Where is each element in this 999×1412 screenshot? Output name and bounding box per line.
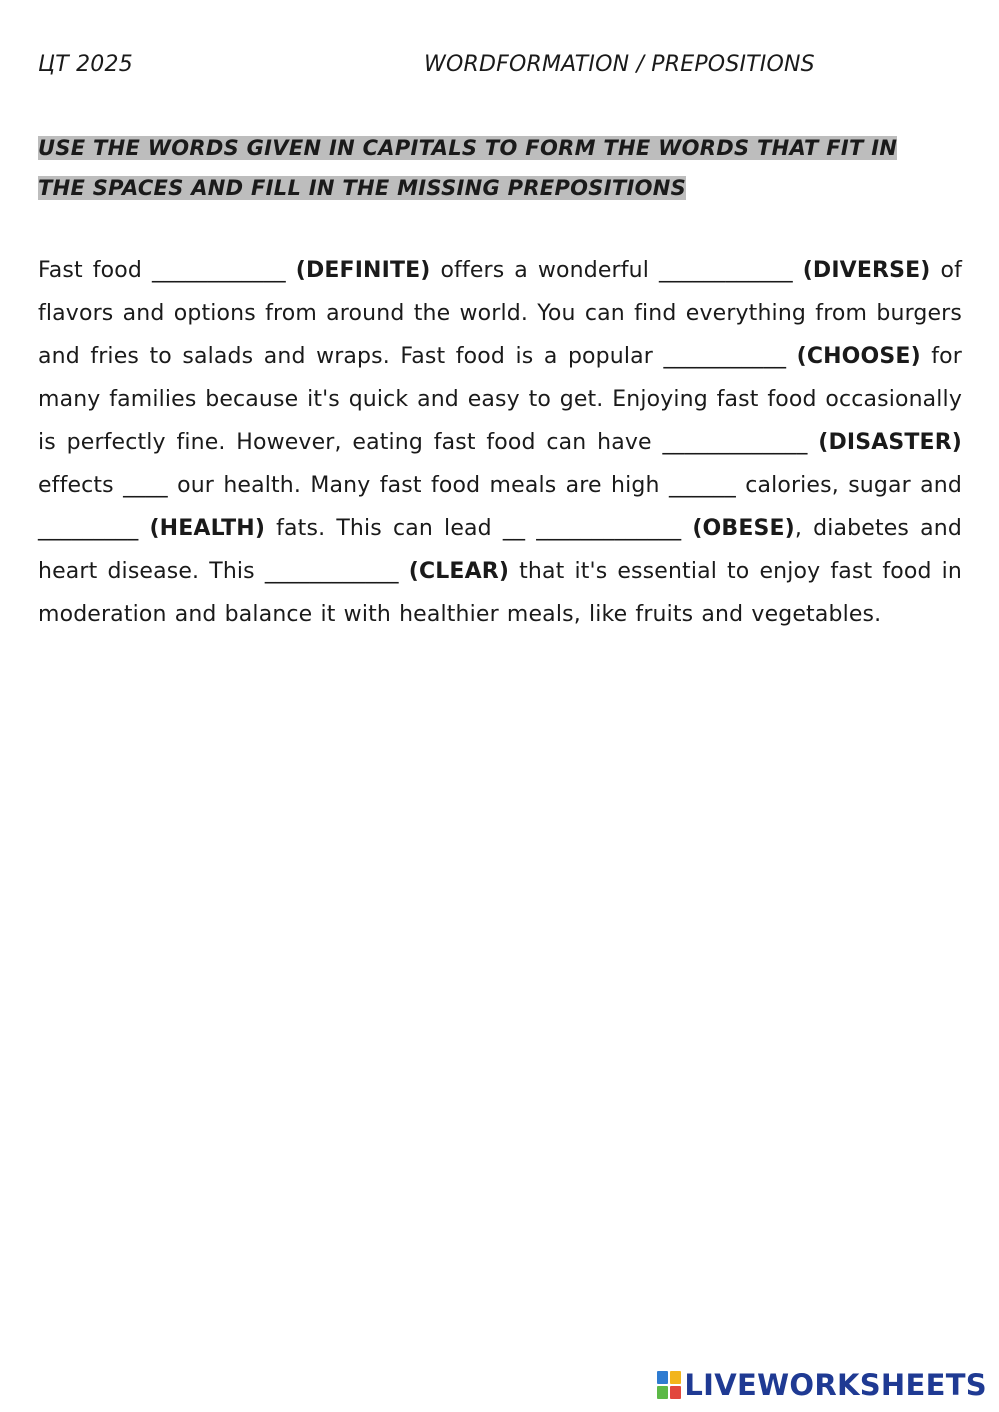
passage-text: fats. This can lead <box>265 516 503 541</box>
blank-8[interactable]: __ <box>502 516 526 541</box>
blank-7[interactable]: _________ <box>38 516 139 541</box>
blank-6[interactable]: ______ <box>668 473 736 498</box>
base-word-1: (DEFINITE) <box>295 258 431 283</box>
passage-text: offers a wonderful <box>430 258 659 283</box>
base-word-4: (DISASTER) <box>818 430 962 455</box>
header-left-label: ЦТ 2025 <box>38 52 133 77</box>
passage-text: Fast food <box>38 258 152 283</box>
base-word-9: (OBESE) <box>692 516 795 541</box>
passage-text: that it's essential to enjoy fast food in moderation and balance it with healthier meals, like fruits and vegetables. <box>38 559 962 627</box>
liveworksheets-logo-icon <box>657 1371 681 1399</box>
blank-5[interactable]: ____ <box>123 473 168 498</box>
blank-3[interactable]: ___________ <box>663 344 787 369</box>
passage-text: for many families because it's quick and easy to get. Enjoying fast food occasionally is perfectly fine. However, eating fast food can have <box>38 344 962 455</box>
passage-text: calories, sugar and <box>735 473 963 498</box>
brand-text: LIVEWORKSHEETS <box>684 1368 987 1402</box>
instruction <box>38 128 948 208</box>
passage-text: effects <box>38 473 124 498</box>
instruction-text: USE THE WORDS GIVEN IN CAPITALS TO FORM THE WORDS THAT FIT IN THE SPACES AND FILL IN THE MISSING PREPOSITIONS <box>38 136 898 200</box>
blank-1[interactable]: ____________ <box>151 258 286 283</box>
liveworksheets-brand[interactable] <box>657 1368 987 1402</box>
blank-4[interactable]: _____________ <box>662 430 808 455</box>
passage-text: of flavors and options from around the world. You can find everything from burgers and fries to salads and wraps. Fast food is a popular <box>38 258 962 369</box>
base-word-3: (CHOOSE) <box>796 344 921 369</box>
passage-text: , diabetes and heart disease. This <box>38 516 962 584</box>
header-right-title: WORDFORMATION / PREPOSITIONS <box>424 52 815 77</box>
passage-text: our health. Many fast food meals are high <box>167 473 669 498</box>
base-word-7: (HEALTH) <box>149 516 266 541</box>
passage <box>38 249 962 636</box>
base-word-10: (CLEAR) <box>408 559 510 584</box>
base-word-2: (DIVERSE) <box>802 258 931 283</box>
blank-2[interactable]: ____________ <box>658 258 793 283</box>
blank-10[interactable]: ____________ <box>264 559 399 584</box>
blank-9[interactable]: _____________ <box>536 516 682 541</box>
